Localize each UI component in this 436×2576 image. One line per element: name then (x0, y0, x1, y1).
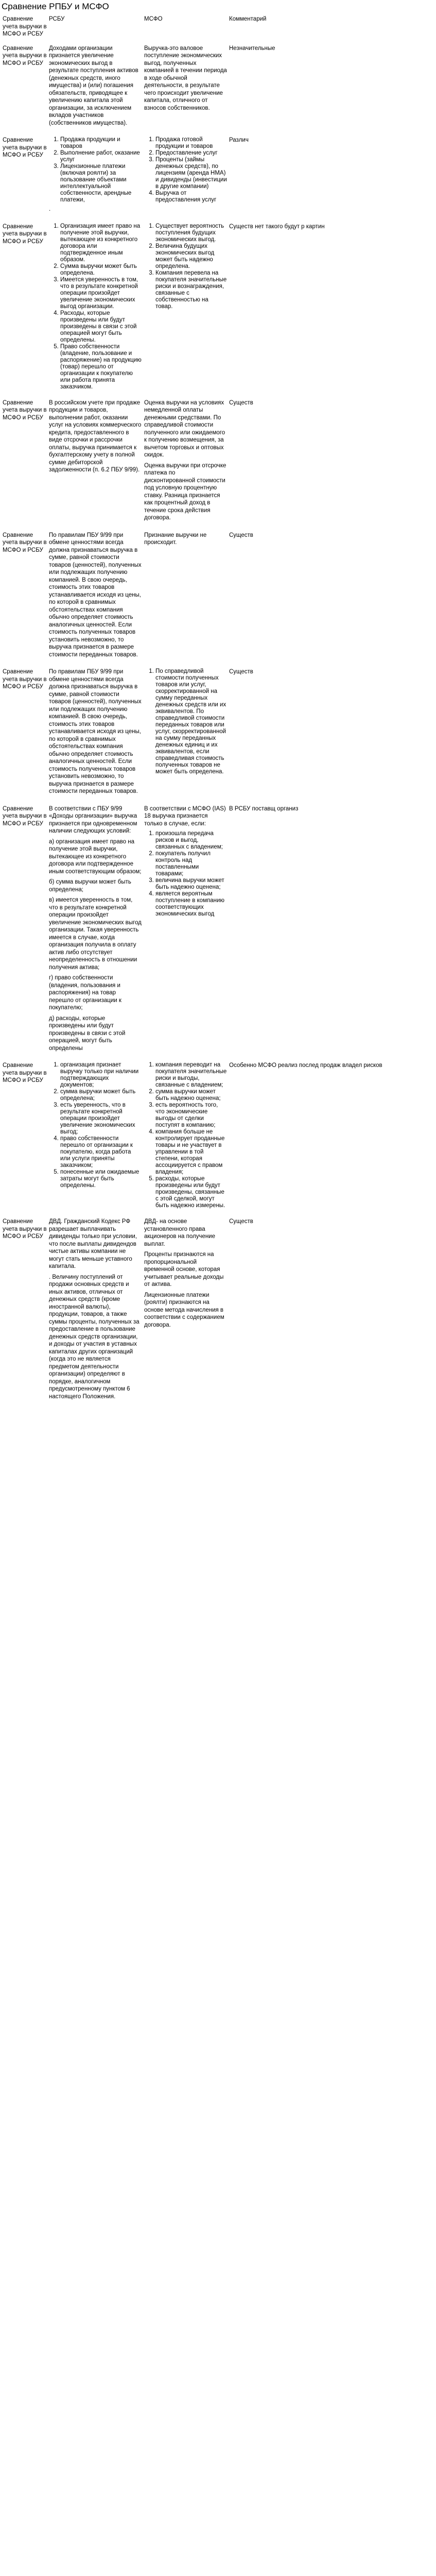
table-row (2, 398, 436, 530)
msfo-list (144, 223, 227, 310)
comment-paragraph: Незначительные (229, 45, 275, 52)
header-cell-comment: Комментарий (229, 16, 267, 22)
rsbu-cell (48, 398, 143, 530)
row-label-cell: Сравнение учета выручки в МСФО и РСБУ (3, 1218, 47, 1240)
row-label-cell: Сравнение учета выручки в МСФО и РСБУ (3, 532, 47, 553)
msfo-list-item: 2. сумма выручки может быть надежно оценена; (155, 1089, 227, 1102)
rsbu-paragraph: По правилам ПБУ 9/99 при обмене ценностями всегда должна признаваться выручка в сумме, равной стоимости товаров (ценностей), полученных или подлежащих получению компанией. В свою очередь, стоимость этих товаров устанавливается исходя из цены, по которой в сравнимых обстоятельствах компания обычно определяет стоимость аналогичных ценностей. Если стоимость полученных товаров установить невозможно, то выручка признается в размере стоимости переданных товаров. (49, 669, 142, 794)
msfo-paragraph: Выручка-это валовое поступление экономических выгод, полученных компанией в течении периода в ходе обычной деятельности, в результате чего происходит увеличение капитала, отличного от взносов собственников. (144, 45, 227, 111)
header-cell-rsbu: РСБУ (49, 16, 65, 22)
msfo-paragraph: В соответствии с МСФО (IAS) 18 выручка признается только в случае, если: (144, 805, 226, 827)
comment-cell (228, 1216, 436, 1409)
page-title: Сравнение РПБУ и МСФО (2, 2, 109, 11)
table-row (2, 804, 436, 1061)
msfo-cell (143, 667, 228, 804)
msfo-list-item: 2. покупатель получил контроль над поставленными товарами; (155, 851, 227, 877)
rsbu-cell (48, 804, 143, 1061)
table-row (2, 222, 436, 398)
rsbu-list-item: 1. организация признает выручку только при наличии подтверждающих документов; (60, 1062, 142, 1089)
rsbu-list-item: 2. сумма выручки может быть определена; (60, 1089, 142, 1102)
rsbu-paragraph: . Величину поступлений от продажи основных средств и иных активов, отличных от денежных средств (кроме иностранной валюты), продукции, товаров, а также суммы проценты, полученных за предоставление в пользование денежных средств организации, и доходы от участия в уставных капиталах других организаций (когда это не является предметом деятельности организации) определяют в порядке, аналогичном предусмотренному пунктом 6 настоящего Положения. (49, 1274, 139, 1400)
row-label-cell: Сравнение учета выручки в МСФО и РСБУ (3, 1062, 47, 1083)
comment-paragraph: Различ (229, 137, 249, 143)
comment-cell (228, 667, 436, 804)
row-label-cell: Сравнение учета выручки в МСФО и РСБУ (3, 223, 47, 245)
comment-paragraph: Существ нет такого будут р картин (229, 223, 325, 230)
msfo-list-item: 2. Предоставление услуг (155, 150, 227, 157)
rsbu-list-item: 2. Выполнение работ, оказание услуг (60, 150, 142, 163)
comment-cell (228, 222, 436, 398)
rsbu-paragraph: д) расходы, которые произведены или будут произведены в связи с этой операцией, могут быть определены (49, 1015, 126, 1052)
msfo-paragraph: Лицензионные платежи (роялти) признаются на основе метода начисления в соответствии с содержанием договора. (144, 1292, 224, 1328)
comment-paragraph: Особенно МСФО реализ послед продаж владел рисков (229, 1062, 382, 1069)
msfo-list-item: 3. величина выручки может быть надежно оценена; (155, 877, 227, 891)
msfo-paragraph: Признание выручки не происходит. (144, 532, 207, 546)
comment-cell (228, 1060, 436, 1216)
rsbu-cell (48, 135, 143, 222)
row-label-cell: Сравнение учета выручки в МСФО и РСБУ (3, 45, 47, 66)
rsbu-paragraph: В соответствии с ПБУ 9/99 «Доходы организации» выручка признается при одновременном наличии следующих условий: (49, 805, 137, 834)
rsbu-paragraph: ДВД. Гражданский Кодекс РФ разрешает выплачивать дивиденды только при условии, что после выплаты дивидендов чистые активы компании не могут стать меньше уставного капитала. (49, 1218, 137, 1269)
msfo-list-item: 1. произошла передача рисков и выгод, связанных с владением; (155, 831, 227, 851)
rsbu-paragraph: В российском учете при продаже продукции и товаров, выполнении работ, оказании услуг на условиях коммерческого кредита, предоставленного в виде отсрочки и рассрочки оплаты, выручка принимается к бухгалтерскому учету в полной сумме дебиторской задолженности (п. 6.2 ПБУ 9/99). (49, 399, 142, 473)
comment-cell (228, 530, 436, 667)
rsbu-paragraph: в) имеется уверенность в том, что в результате конкретной операции произойдет увеличение экономических выгод организации. Такая уверенность имеется в случае, когда организация получила в оплату актив либо отсутствует неопределенность в отношении получения актива; (49, 897, 142, 971)
msfo-list-item: 4. Выручка от предоставления услуг (155, 190, 227, 204)
msfo-paragraph: Проценты признаются на пропорциональной временной основе, которая учитывает реальные доходы от актива. (144, 1251, 224, 1287)
rsbu-paragraph: г) право собственности (владения, пользования и распоряжения) на товар перешло от организации к покупателю; (49, 975, 121, 1011)
rsbu-list (49, 223, 142, 391)
rsbu-paragraph: По правилам ПБУ 9/99 при обмене ценностями всегда должна признаваться выручка в сумме, равной стоимости товаров (ценностей), полученных или подлежащих получению компанией. В свою очередь, стоимость этих товаров устанавливается исходя из цены, по которой в сравнимых обстоятельствах компания обычно определяет стоимость аналогичных ценностей. Если стоимость полученных товаров установить невозможно, то выручка признается в размере стоимости переданных товаров. (49, 532, 142, 658)
msfo-cell (143, 222, 228, 398)
rsbu-list-item: 3. Имеется уверенность в том, что в результате конкретной операции произойдет увеличение экономических выгод организации. (60, 277, 142, 310)
rsbu-cell (48, 1060, 143, 1216)
table-row (2, 1216, 436, 1409)
msfo-list-item: 1. Продажа готовой продукции и товаров (155, 137, 227, 150)
msfo-paragraph: Оценка выручки на условиях немедленной оплаты денежными средствами. По справедливой стоимости полученного или ожидаемого к получению возмещения, за вычетом торговых и оптовых скидок. (144, 399, 225, 458)
table-row (2, 43, 436, 135)
row-label-cell: Сравнение учета выручки в МСФО и РСБУ (3, 399, 47, 421)
msfo-cell (143, 135, 228, 222)
comment-paragraph: Существ (229, 669, 253, 675)
rsbu-cell (48, 222, 143, 398)
msfo-list-item: 2. Величина будущих экономических выгод может быть надежно определена. (155, 243, 227, 270)
msfo-list (144, 831, 227, 918)
msfo-list-item: 4. компания больше не контролирует проданные товары и не участвует в управлении в той степени, которая ассоциируется с правом владения; (155, 1129, 227, 1176)
msfo-paragraph: Оценка выручки при отсрочке платежа по дисконтированной стоимости под условную процентную ставку. Разница признается как процентный доход в течение срока действия договора. (144, 462, 226, 521)
msfo-cell (143, 1060, 228, 1216)
header-cell-label: Сравнение учета выручки в МСФО и РСБУ (3, 16, 47, 37)
rsbu-tail: . (49, 206, 51, 212)
rsbu-list (49, 137, 142, 204)
msfo-list-item: 3. есть вероятность того, что экономические выгоды от сделки поступят в компанию; (155, 1102, 227, 1129)
rsbu-list-item: 3. Лицензионные платежи (включая роялти) за пользование объектами интеллектуальной собственности, арендные платежи, (60, 163, 142, 204)
table-row (2, 530, 436, 667)
msfo-cell (143, 1216, 228, 1409)
msfo-list-item: 1. По справедливой стоимости полученных товаров или услуг, скорректированной на сумму переданных денежных средств или их эквивалентов. По справедливой стоимости переданных товаров или услуг, скорректированной на сумму переданных денежных единиц и их эквивалентов, если справедливая стоимость полученных товаров не может быть определена. (155, 668, 227, 775)
comparison-table (2, 14, 436, 1409)
table-row (2, 667, 436, 804)
table-row (2, 1060, 436, 1216)
table-header-row (2, 14, 436, 43)
table-body (2, 43, 436, 1409)
msfo-list (144, 1062, 227, 1209)
comment-cell (228, 804, 436, 1061)
msfo-list-item: 4. является вероятным поступление в компанию соответствующих экономических выгод (155, 891, 227, 918)
rsbu-cell (48, 530, 143, 667)
header-cell-msfo: МСФО (144, 16, 163, 22)
comment-cell (228, 398, 436, 530)
rsbu-list-item: 4. Расходы, которые произведены или будут произведены в связи с этой операцией могут быть определены. (60, 310, 142, 344)
msfo-cell (143, 43, 228, 135)
rsbu-paragraph: Доходами организации признается увеличение экономических выгод в результате поступления активов (денежных средств, иного имущества) и (или) погашения обязательств, приводящее к увеличению капитала этой организации, за исключением вкладов участников (собственников имущества). (49, 45, 138, 126)
rsbu-cell (48, 43, 143, 135)
msfo-list-item: 3. Проценты (займы денежных средств), по лицензиям (аренда НМА) и дивиденды (инвестиции в другие компании) (155, 157, 227, 190)
msfo-cell (143, 398, 228, 530)
msfo-cell (143, 530, 228, 667)
rsbu-list-item: 1. Организация имеет право на получение этой выручки, вытекающее из конкретного договора или подтвержденное иным образом. (60, 223, 142, 263)
msfo-list-item: 5. расходы, которые произведены или будут произведены, связанные с этой сделкой, могут быть надежно измерены. (155, 1176, 227, 1209)
msfo-list-item: 3. Компания перевела на покупателя значительные риски и вознаграждения, связанные с собственностью на товар. (155, 270, 227, 310)
rsbu-list-item: 3. есть уверенность, что в результате конкретной операции произойдет увеличение экономических выгод; (60, 1102, 142, 1136)
msfo-list-item: 1. Существует вероятность поступления будущих экономических выгод. (155, 223, 227, 243)
rsbu-list (49, 1062, 142, 1189)
comment-paragraph: Существ (229, 399, 253, 406)
comment-cell (228, 43, 436, 135)
msfo-list (144, 668, 227, 775)
rsbu-list-item: 1. Продажа продукции и товаров (60, 137, 142, 150)
comment-cell (228, 135, 436, 222)
rsbu-list-item: 5. понесенные или ожидаемые затраты могут быть определены. (60, 1169, 142, 1189)
table-row (2, 135, 436, 222)
msfo-list-item: 1. компания переводит на покупателя значительные риски и выгоды, связанные с владением; (155, 1062, 227, 1089)
row-label-cell: Сравнение учета выручки в МСФО и РСБУ (3, 805, 47, 827)
row-label-cell: Сравнение учета выручки в МСФО и РСБУ (3, 669, 47, 690)
rsbu-list-item: 4. право собственности перешло от организации к покупателю, когда работа или услуги приняты заказчиком; (60, 1136, 142, 1169)
rsbu-paragraph: б) сумма выручки может быть определена; (49, 879, 131, 893)
comment-paragraph: Существ (229, 532, 253, 538)
rsbu-list-item: 5. Право собственности (владение, пользование и распоряжение) на продукцию (товар) перешло от организации к покупателю или работа принята заказчиком. (60, 344, 142, 391)
comment-paragraph: В РСБУ поставщ организ (229, 805, 299, 812)
msfo-list (144, 137, 227, 204)
rsbu-list-item: 2. Сумма выручки может быть определена. (60, 263, 142, 277)
rsbu-paragraph: а) организация имеет право на получение этой выручки, вытекающее из конкретного договора или подтвержденное иным соответствующим образом; (49, 838, 142, 875)
rsbu-cell (48, 667, 143, 804)
rsbu-cell (48, 1216, 143, 1409)
row-label-cell: Сравнение учета выручки в МСФО и РСБУ (3, 137, 47, 158)
msfo-paragraph: ДВД- на основе установленного права акционеров на получение выплат. (144, 1218, 216, 1247)
comment-paragraph: Существ (229, 1218, 253, 1225)
msfo-cell (143, 804, 228, 1061)
